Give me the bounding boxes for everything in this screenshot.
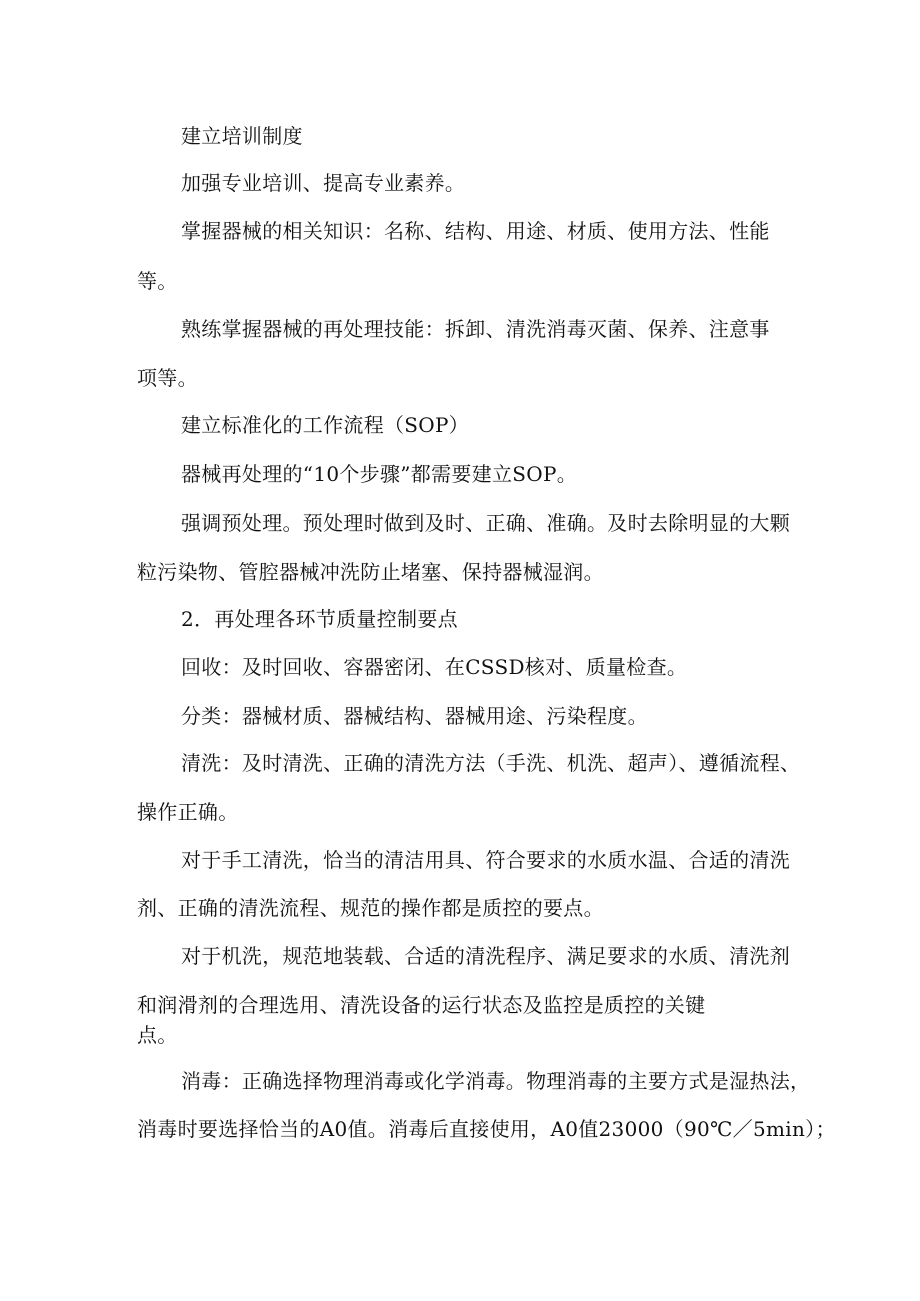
paragraph-line: 强调预处理。预处理时做到及时、正确、准确。及时去除明显的大颗 <box>181 511 790 535</box>
paragraph-line: 加强专业培训、提高专业素养。 <box>181 171 466 195</box>
paragraph-line: 器械再处理的“10个步骤”都需要建立SOP。 <box>181 462 578 486</box>
paragraph-line: 对于机洗，规范地装载、合适的清洗程序、满足要求的水质、清洗剂 <box>181 944 790 968</box>
paragraph-line: 掌握器械的相关知识：名称、结构、用途、材质、使用方法、性能 <box>181 219 770 243</box>
paragraph-line: 粒污染物、管腔器械冲洗防止堵塞、保持器械湿润。 <box>137 560 604 584</box>
paragraph-line: 项等。 <box>137 366 198 390</box>
heading-training-system: 建立培训制度 <box>181 124 303 148</box>
heading-sop: 建立标准化的工作流程（SOP） <box>181 413 470 437</box>
paragraph-line: 清洗：及时清洗、正确的清洗方法（手洗、机洗、超声）、遵循流程、 <box>181 751 801 775</box>
paragraph-line: 剂、正确的清洗流程、规范的操作都是质控的要点。 <box>137 896 604 920</box>
heading-quality-control: 2．再处理各环节质量控制要点 <box>181 607 458 631</box>
paragraph-line: 操作正确。 <box>137 800 239 824</box>
paragraph-line: 回收：及时回收、容器密闭、在CSSD核对、质量检查。 <box>181 655 688 679</box>
paragraph-line: 消毒：正确选择物理消毒或化学消毒。物理消毒的主要方式是湿热法， <box>181 1069 811 1093</box>
paragraph-line: 分类：器械材质、器械结构、器械用途、污染程度。 <box>181 704 648 728</box>
paragraph-line: 和润滑剂的合理选用、清洗设备的运行状态及监控是质控的关键 <box>137 993 706 1017</box>
paragraph-line: 对于手工清洗，恰当的清洁用具、符合要求的水质水温、合适的清洗 <box>181 848 790 872</box>
paragraph-line: 等。 <box>137 269 178 293</box>
paragraph-line: 消毒时要选择恰当的A0值。消毒后直接使用，A0值23000（90℃／5min）； <box>137 1117 836 1141</box>
paragraph-line: 熟练掌握器械的再处理技能：拆卸、清洗消毒灭菌、保养、注意事 <box>181 317 770 341</box>
paragraph-line: 点。 <box>137 1023 178 1047</box>
